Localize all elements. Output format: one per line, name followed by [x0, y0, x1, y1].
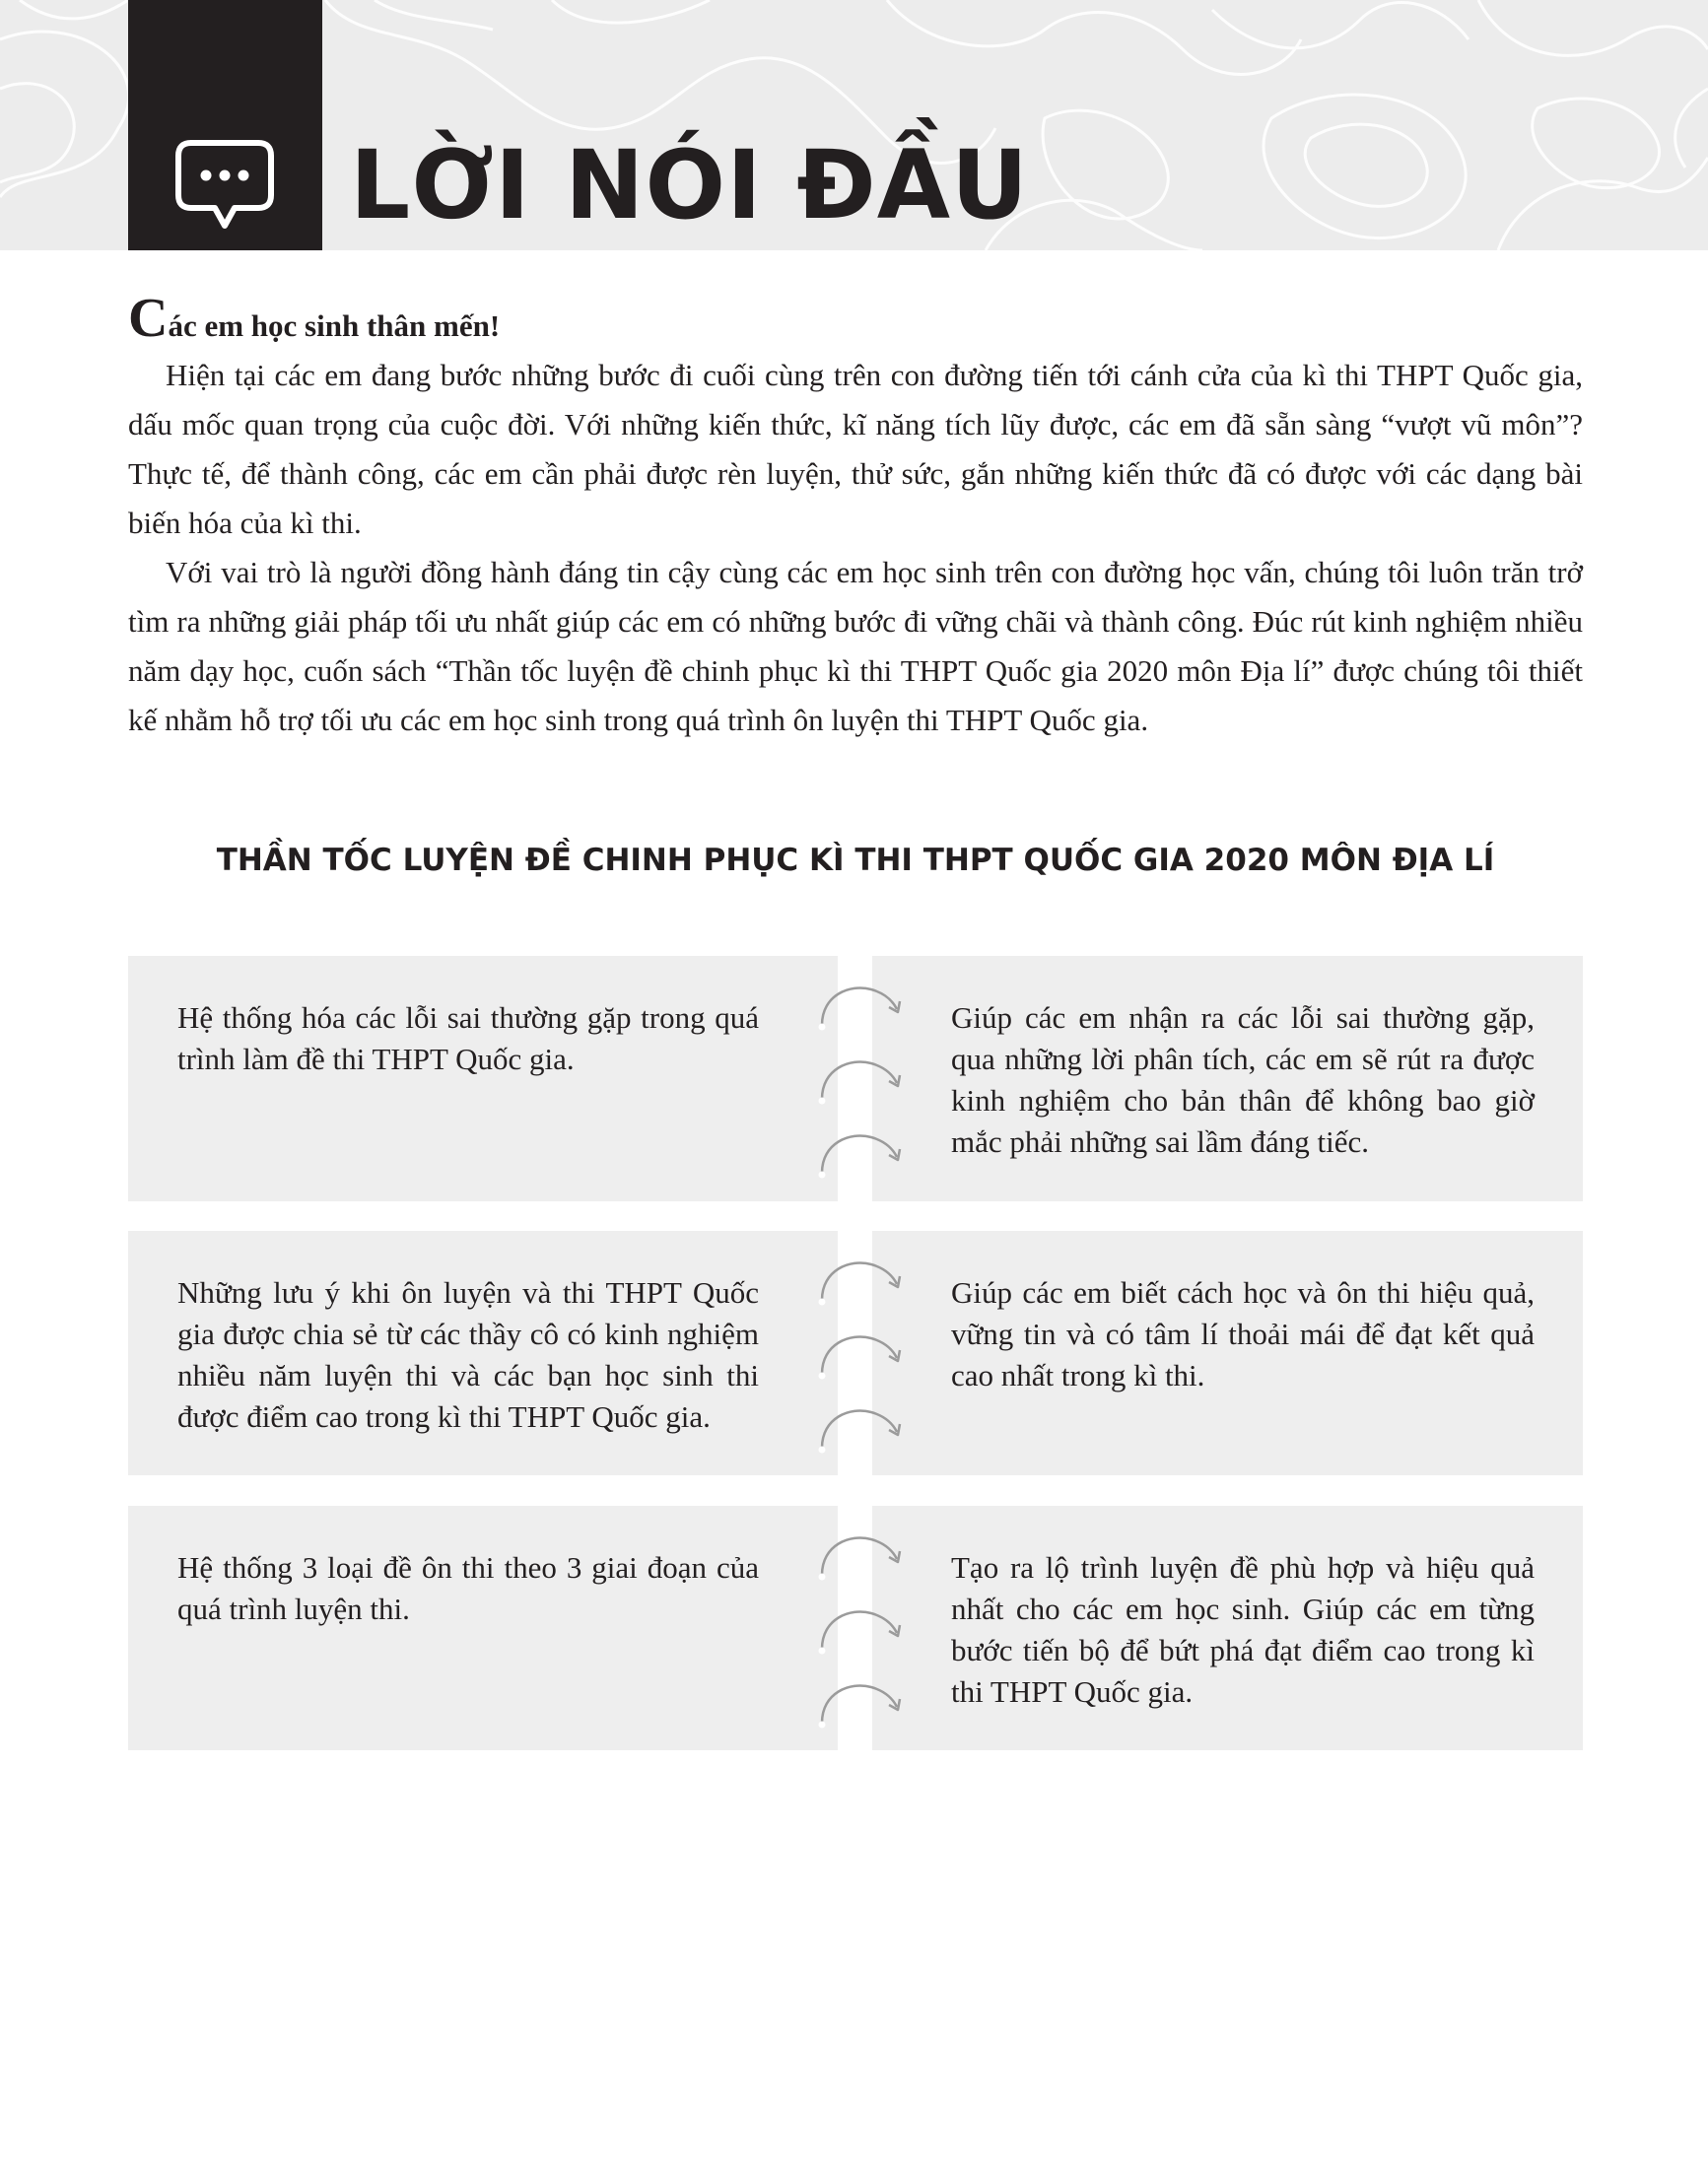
benefit-panel — [872, 956, 1583, 1201]
greeting — [128, 288, 1583, 351]
curved-arrow-right-icon — [810, 1052, 905, 1111]
curved-arrow-right-icon — [810, 1400, 905, 1460]
benefit-text: Tạo ra lộ trình luyện đề phù hợp và hiệu quả nhất cho các em học sinh. Giúp các em từng bước tiến bộ để bứt phá đạt điểm cao trong kì thi THPT Quốc gia. — [951, 1550, 1535, 1709]
feature-text: Hệ thống 3 loại đề ôn thi theo 3 giai đoạn của quá trình luyện thi. — [177, 1550, 759, 1626]
feature-text: Những lưu ý khi ôn luyện và thi THPT Quốc gia được chia sẻ từ các thầy cô có kinh nghiệm nhiều năm luyện thi và các bạn học sinh thi được điểm cao trong kì thi THPT Quốc gia. — [177, 1275, 759, 1434]
chat-bubble-ellipsis-icon — [173, 138, 276, 233]
greeting-text: ác em học sinh thân mến! — [168, 308, 501, 343]
page-title: LỜI NÓI ĐẦU — [350, 130, 1029, 240]
benefit-panel — [872, 1506, 1583, 1750]
section-heading: THẦN TỐC LUYỆN ĐỀ CHINH PHỤC KÌ THI THPT QUỐC GIA 2020 MÔN ĐỊA LÍ — [216, 843, 1495, 878]
page-header — [0, 0, 1708, 250]
benefit-text: Giúp các em nhận ra các lỗi sai thường gặp, qua những lời phân tích, các em sẽ rút ra được kinh nghiệm cho bản thân để không bao giờ mắc phải những sai lầm đáng tiếc. — [951, 1000, 1535, 1159]
greeting-drop-cap: C — [128, 288, 169, 349]
feature-text: Hệ thống hóa các lỗi sai thường gặp trong quá trình làm đề thi THPT Quốc gia. — [177, 1000, 759, 1076]
curved-arrow-right-icon — [810, 1528, 905, 1587]
curved-arrow-right-icon — [810, 1675, 905, 1734]
curved-arrow-right-icon — [810, 1253, 905, 1312]
intro-section — [128, 288, 1583, 745]
benefit-text: Giúp các em biết cách học và ôn thi hiệu quả, vững tin và có tâm lí thoải mái để đạt kết quả cao nhất trong kì thi. — [951, 1275, 1535, 1392]
feature-panel — [128, 1506, 838, 1750]
curved-arrow-right-icon — [810, 978, 905, 1037]
intro-paragraph: Với vai trò là người đồng hành đáng tin cậy cùng các em học sinh trên con đường học vấn, chúng tôi luôn trăn trở tìm ra những giải pháp tối ưu nhất giúp các em có những bước đi vững chãi và thành công. Đúc rút kinh nghiệm nhiều năm dạy học, cuốn sách “Thần tốc luyện đề chinh phục kì thi THPT Quốc gia 2020 môn Địa lí” được chúng tôi thiết kế nhằm hỗ trợ tối ưu các em học sinh trong quá trình ôn luyện thi THPT Quốc gia. — [128, 555, 1583, 737]
curved-arrow-right-icon — [810, 1125, 905, 1185]
benefit-panel — [872, 1231, 1583, 1475]
curved-arrow-right-icon — [810, 1326, 905, 1386]
curved-arrow-right-icon — [810, 1601, 905, 1661]
feature-panel — [128, 1231, 838, 1475]
feature-panel — [128, 956, 838, 1201]
intro-paragraph: Hiện tại các em đang bước những bước đi cuối cùng trên con đường tiến tới cánh cửa của kì thi THPT Quốc gia, dấu mốc quan trọng của cuộc đời. Với những kiến thức, kĩ năng tích lũy được, các em đã sẵn sàng “vượt vũ môn”? Thực tế, để thành công, các em cần phải được rèn luyện, thử sức, gắn những kiến thức đã có được với các dạng bài biến hóa của kì thi. — [128, 358, 1583, 540]
title-icon-block — [128, 0, 322, 250]
